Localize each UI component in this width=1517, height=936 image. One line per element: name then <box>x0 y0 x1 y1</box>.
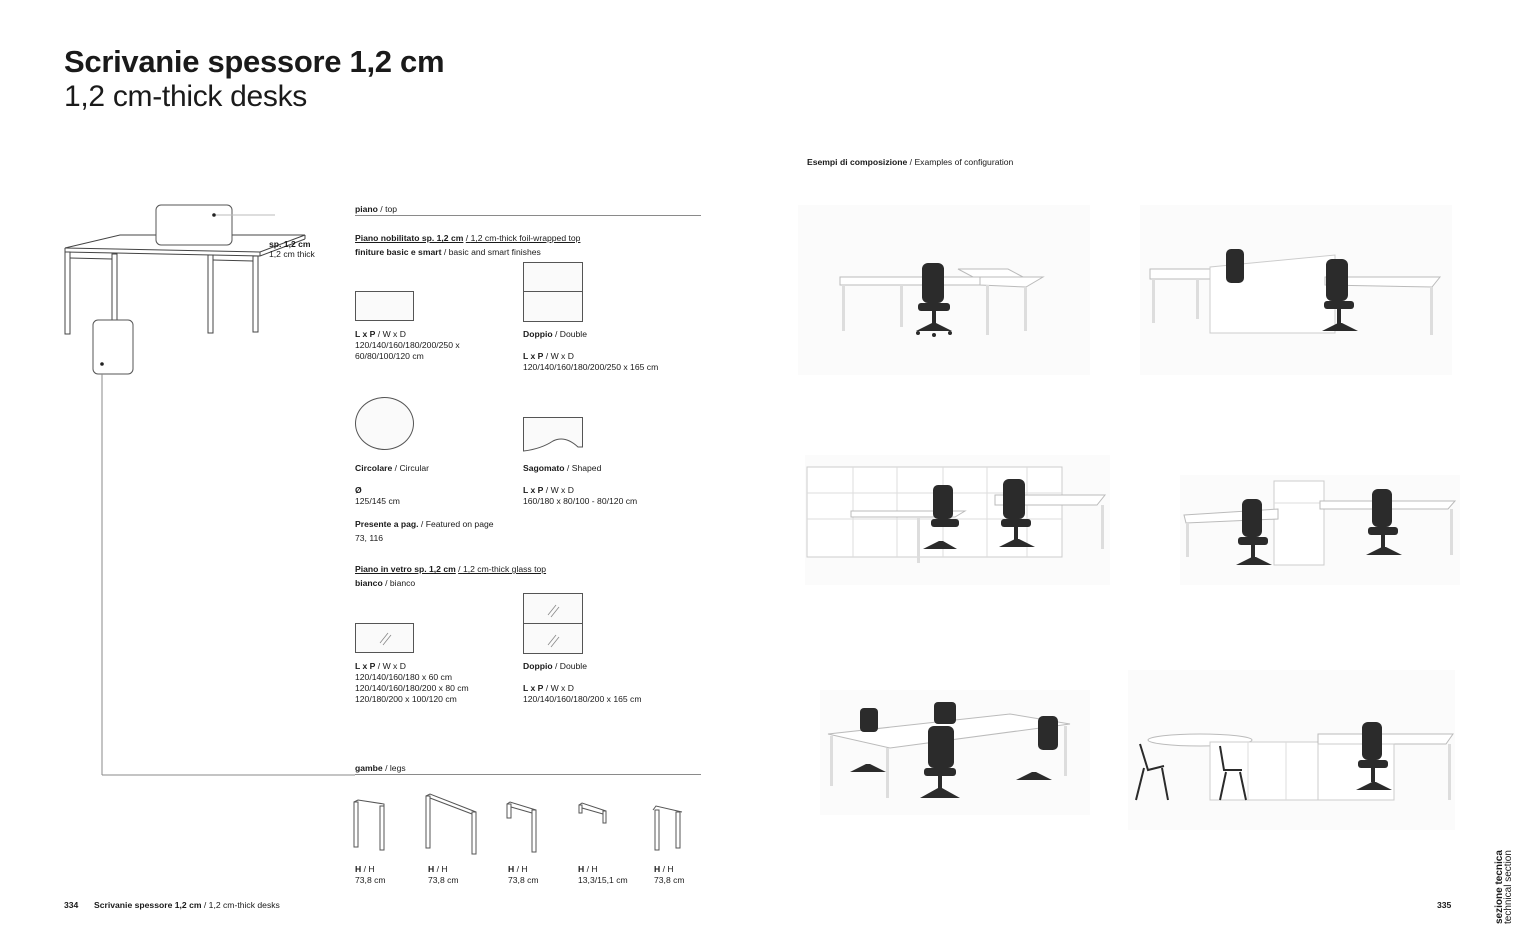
leg-5-drawing <box>653 806 682 850</box>
leg-3-drawing <box>507 802 536 852</box>
example-photo-5 <box>820 690 1090 815</box>
leg-1-drawing <box>354 800 384 850</box>
example-photo-6 <box>1128 670 1455 830</box>
example-photo-3 <box>805 455 1110 585</box>
leg-4-value: 13,3/15,1 cm <box>578 875 628 885</box>
circular-swatch <box>355 397 414 450</box>
top-section-heading: piano / top <box>355 204 398 214</box>
leg-3-height: H / H <box>508 864 528 874</box>
glass-single-dim-3: 120/180/200 x 100/120 cm <box>355 694 457 704</box>
glass-top-title: Piano in vetro sp. 1,2 cm / 1,2 cm-thick glass top <box>355 564 547 574</box>
glass-single-dim-2: 120/140/160/180/200 x 80 cm <box>355 683 469 693</box>
glass-double-dim-label: L x P / W x D <box>523 683 574 693</box>
page-number-left: 334 <box>64 900 79 910</box>
foil-double-label: Doppio / Double <box>523 329 587 339</box>
glass-double-dim-1: 120/140/160/180/200 x 165 cm <box>523 694 642 704</box>
leg-5-height: H / H <box>654 864 674 874</box>
legs-section-heading: gambe / legs <box>355 763 406 773</box>
glass-single-dim-1: 120/140/160/180 x 60 cm <box>355 672 452 682</box>
page-number-right: 335 <box>1437 900 1452 910</box>
section-label-it: sezione tecnica <box>1494 850 1505 924</box>
circular-dim-1: 125/145 cm <box>355 496 400 506</box>
leg-2-value: 73,8 cm <box>428 875 459 885</box>
example-photo-4 <box>1180 475 1460 585</box>
leg-1-height: H / H <box>355 864 375 874</box>
glass-single-swatch <box>355 623 414 653</box>
top-section-rule <box>355 215 701 216</box>
example-photo-2 <box>1140 205 1452 375</box>
desk-diagram <box>60 198 360 788</box>
top-heading-it: piano <box>355 204 378 214</box>
glass-double-label: Doppio / Double <box>523 661 587 671</box>
office-chair-icon <box>916 263 952 337</box>
leg-5-value: 73,8 cm <box>654 875 685 885</box>
page-title: Scrivanie spessore 1,2 cm <box>64 44 445 79</box>
section-label-en: technical section <box>1503 850 1514 924</box>
foil-double-swatch <box>523 262 583 322</box>
leg-1-value: 73,8 cm <box>355 875 386 885</box>
leg-3-value: 73,8 cm <box>508 875 539 885</box>
featured-label: Presente a pag. / Featured on page <box>355 519 494 529</box>
top-heading-en: top <box>385 204 398 214</box>
shaped-swatch <box>523 417 585 453</box>
glass-single-dim-label: L x P / W x D <box>355 661 406 671</box>
foil-double-dim-1: 120/140/160/180/200/250 x 165 cm <box>523 362 659 372</box>
foil-single-dim-label: L x P / W x D <box>355 329 406 339</box>
foil-single-swatch <box>355 291 414 321</box>
glass-finish: bianco / bianco <box>355 578 416 588</box>
page-subtitle: 1,2 cm-thick desks <box>64 80 308 113</box>
example-photo-1 <box>798 205 1090 375</box>
circular-dim-label: Ø <box>355 485 362 495</box>
shaped-dim-label: L x P / W x D <box>523 485 574 495</box>
footer-title: Scrivanie spessore 1,2 cm / 1,2 cm-thick desks <box>94 900 280 910</box>
legs-section-rule <box>355 774 701 775</box>
shaped-label: Sagomato / Shaped <box>523 463 602 473</box>
glass-reflection-icon <box>524 594 582 653</box>
foil-double-divider <box>523 291 583 292</box>
leg-2-drawing <box>426 794 476 854</box>
foil-single-dim-2: 60/80/100/120 cm <box>355 351 424 361</box>
leg-4-height: H / H <box>578 864 598 874</box>
glass-double-swatch <box>523 593 583 654</box>
legs-drawings <box>350 790 700 858</box>
foil-top-title: Piano nobilitato sp. 1,2 cm / 1,2 cm-thick foil-wrapped top <box>355 233 581 243</box>
examples-heading: Esempi di composizione / Examples of configuration <box>807 157 1014 167</box>
circular-label: Circolare / Circular <box>355 463 430 473</box>
thickness-label-en: 1,2 cm thick <box>269 249 315 259</box>
foil-double-dim-label: L x P / W x D <box>523 351 574 361</box>
leg-2-height: H / H <box>428 864 448 874</box>
thickness-label: sp. 1,2 cm <box>269 239 311 249</box>
featured-pages: 73, 116 <box>355 533 384 543</box>
shaped-dim-1: 160/180 x 80/100 - 80/120 cm <box>523 496 638 506</box>
foil-single-dim-1: 120/140/160/180/200/250 x <box>355 340 460 350</box>
foil-finish: finiture basic e smart / basic and smart finishes <box>355 247 541 257</box>
leg-4-drawing <box>579 803 606 823</box>
glass-reflection-icon <box>356 624 413 652</box>
